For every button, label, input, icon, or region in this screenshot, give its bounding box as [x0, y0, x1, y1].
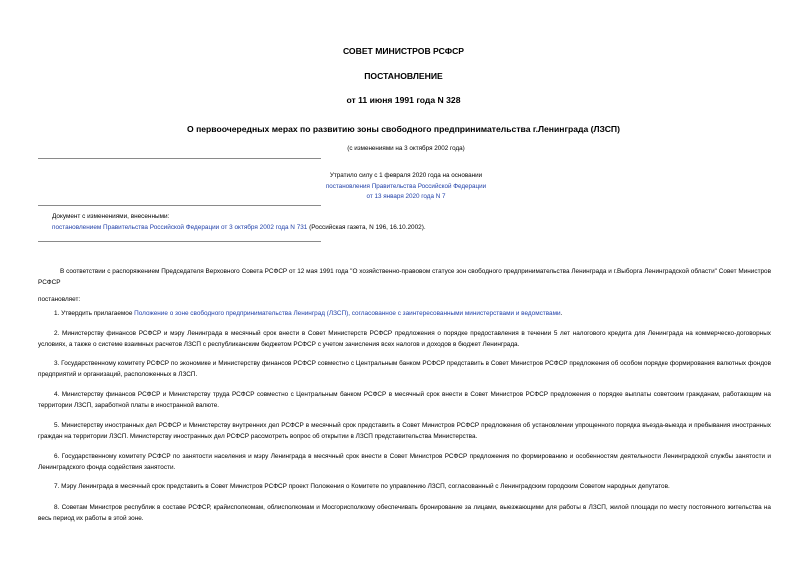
- council-name: СОВЕТ МИНИСТРОВ РСФСР: [342, 46, 465, 56]
- regulation-link[interactable]: Положение о зоне свободного предпринимательства Ленинград (ЛЗСП), согласованное с заинтересованными министерствами и ведомствами: [134, 310, 561, 317]
- decree-word: постановляет:: [38, 296, 81, 303]
- expired-text: Утратило силу с 1 февраля 2020 года на основании: [329, 172, 483, 179]
- amendments-label: Документ с изменениями, внесенными:: [52, 213, 170, 220]
- clause-5: 5. Министерству иностранных дел РСФСР и Министерству внутренних дел РСФСР в месячный срок представить в Совет Министров РСФСР предложения об установлении упрощенного порядка въезда-выезда и пребывания иностранных граждан на территории ЛЗСП. Министерству иностранных дел РСФСР рассмотреть вопрос об открытии в ЛЗСП представительства Министерства.: [38, 422, 771, 440]
- amendments-block: [52, 211, 512, 233]
- clause-2: 2. Министерству финансов РСФСР и мэру Ленинграда в месячный срок внести в Совет Министерств РСФСР предложения о порядке предоставления в течении 5 лет налогового кредита для Ленинграда на коммерческо-договорных условиях, а также о системе взаимных расчетов ЛЗСП с республиканским бюджетом РСФСР с учетом зачисления всех налогов и доходов в бюджет Ленинграда.: [38, 330, 771, 348]
- clause-4: 4. Министерству финансов РСФСР и Министерству труда РСФСР совместно с Центральным банком РСФСР в месячный срок внести в Совет Министров РСФСР предложения о порядке выплаты советским гражданам, работающим на территории ЛЗСП, заработной платы в иностранной валюте.: [38, 391, 771, 409]
- document-title: О первоочередных мерах по развитию зоны свободного предпринимательства г.Ленинграда (ЛЗСП): [187, 124, 620, 134]
- expired-link-line-1[interactable]: постановления Правительства Российской Федерации: [325, 182, 487, 190]
- clause-1: [38, 308, 771, 319]
- expired-link-line-2[interactable]: от 13 января 2020 года N 7: [366, 193, 446, 200]
- clause-7: 7. Мэру Ленинграда в месячный срок представить в Совет Министров РСФСР проект Положения о Комитете по управлению ЛЗСП, согласованный с Ленинградским городским Советом народных депутатов.: [54, 483, 670, 490]
- divider: [38, 241, 321, 242]
- document-date-number: от 11 июня 1991 года N 328: [346, 95, 461, 105]
- clause-1-suffix: .: [560, 310, 563, 317]
- clause-1-prefix: 1. Утвердить прилагаемое: [54, 310, 135, 317]
- amendment-link[interactable]: постановлением Правительства Российской Федерации от 3 октября 2002 года N 731: [52, 224, 308, 231]
- expired-notice: [300, 171, 512, 203]
- divider: [38, 205, 321, 206]
- preamble: В соответствии с распоряжением Председателя Верховного Совета РСФСР от 12 мая 1991 года "О хозяйственно-правовом статусе зон свободного предпринимательства Ленинграда и г.Выборга Ленинградской области" Совет Министров РСФСР: [38, 268, 771, 286]
- amendments-line: [52, 222, 512, 233]
- clause-8: 8. Советам Министров республик в составе РСФСР, крайисполкомам, облисполкомам и Мосгорисполкому обеспечивать бронирование за лицами, выезжающими для работы в ЛЗСП, жилой площади по месту постоянного жительства на весь период их работы в этой зоне.: [38, 504, 771, 522]
- amendment-note: (с изменениями на 3 октября 2002 года): [347, 145, 465, 152]
- divider: [38, 158, 321, 159]
- clause-3: 3. Государственному комитету РСФСР по экономике и Министерству финансов РСФСР совместно с Центральным банком РСФСР представить в Совет Министров РСФСР предложения об особом порядке формирования валютных фондов предприятий и организаций, расположенных в ЛЗСП.: [38, 360, 771, 378]
- document-type: ПОСТАНОВЛЕНИЕ: [364, 71, 443, 81]
- amendment-source: (Российская газета, N 196, 16.10.2002).: [307, 224, 426, 231]
- clause-6: 6. Государственному комитету РСФСР по занятости населения и мэру Ленинграда в месячный срок внести в Совет Министров РСФСР предложения по формированию и особенностям деятельности Ленинградской службы занятости и Ленинградского фонда содействия занятости.: [38, 453, 771, 471]
